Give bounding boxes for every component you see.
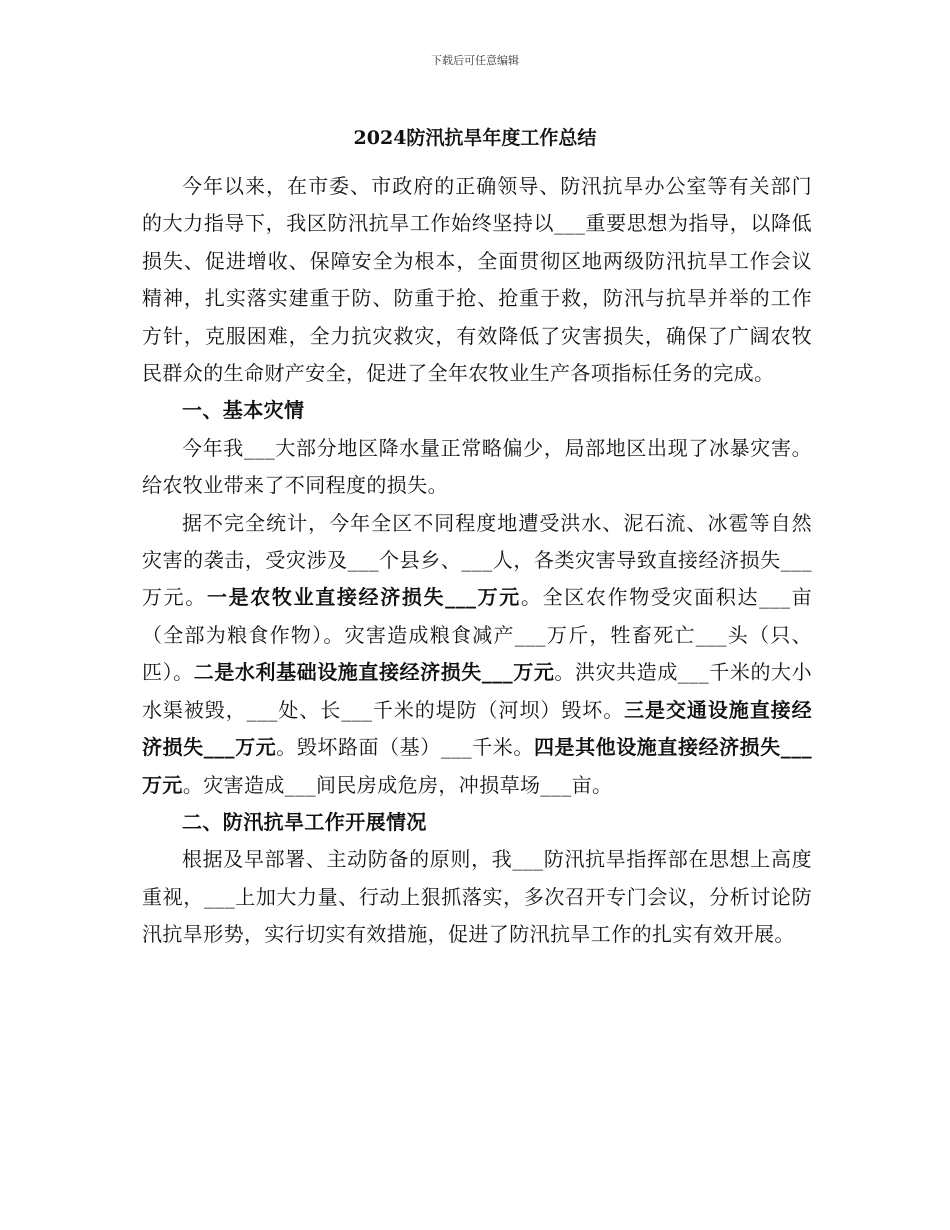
traffic-loss-detail: 。毁坏路面（基）___千米。 [276, 735, 534, 760]
water-loss-bold: 二是水利基础设施直接经济损失___万元 [193, 660, 555, 685]
section2-paragraph-1: 根据及早部署、主动防备的原则，我___防汛抗旱指挥部在思想上高度重视，___上加大力量、行动上狠抓落实，多次召开专门会议，分析讨论防汛抗旱形势，实行切实有效措施，促进了防汛抗旱工作的扎实有效开展。 [142, 847, 812, 947]
section1-paragraph-2 [142, 505, 812, 804]
agri-loss-detail: 。全区农作物受灾面积达___亩（全部为粮食作物）。灾害造成粮食减产___万斤，牲畜死亡___头（只、匹）。 [142, 585, 812, 685]
other-loss-detail: 。灾害造成___间民房成危房，冲损草场___亩。 [182, 772, 613, 797]
section-heading-basic-disaster: 一、基本灾情 [182, 398, 305, 423]
intro-paragraph: 今年以来，在市委、市政府的正确领导、防汛抗旱办公室等有关部门的大力指导下，我区防汛抗旱工作始终坚持以___重要思想为指导，以降低损失、促进增收、保障安全为根本，全面贯彻区地两级防汛抗旱工作会议精神，扎实落实建重于防、防重于抢、抢重于救，防汛与抗旱并举的工作方针，克服困难，全力抗灾救灾，有效降低了灾害损失，确保了广阔农牧民群众的生命财产安全，促进了全年农牧业生产各项指标任务的完成。 [142, 174, 812, 386]
section-heading-work-progress: 二、防汛抗旱工作开展情况 [182, 809, 427, 834]
water-loss-detail: 。洪灾共造成___千米的大小水渠被毁，___处、长___千米的堤防（河坝）毁坏。 [142, 660, 813, 722]
other-loss-bold: 四是其他设施直接经济损失___万元 [142, 735, 813, 797]
loss-summary-text: 据不完全统计，今年全区不同程度地遭受洪水、泥石流、冰雹等自然灾害的袭击，受灾涉及___个县乡、___人，各类灾害导致直接经济损失___万元。 [142, 510, 812, 610]
document-body [142, 168, 812, 954]
agri-loss-bold: 一是农牧业直接经济损失___万元 [206, 585, 521, 610]
document-title: 2024防汛抗旱年度工作总结 [353, 127, 597, 149]
page-header-note: 下载后可任意编辑 [431, 54, 519, 67]
traffic-loss-bold: 三是交通设施直接经济损失___万元 [142, 697, 812, 760]
section1-paragraph-1: 今年我___大部分地区降水量正常略偏少，局部地区出现了冰暴灾害。给农牧业带来了不同程度的损失。 [142, 435, 812, 498]
